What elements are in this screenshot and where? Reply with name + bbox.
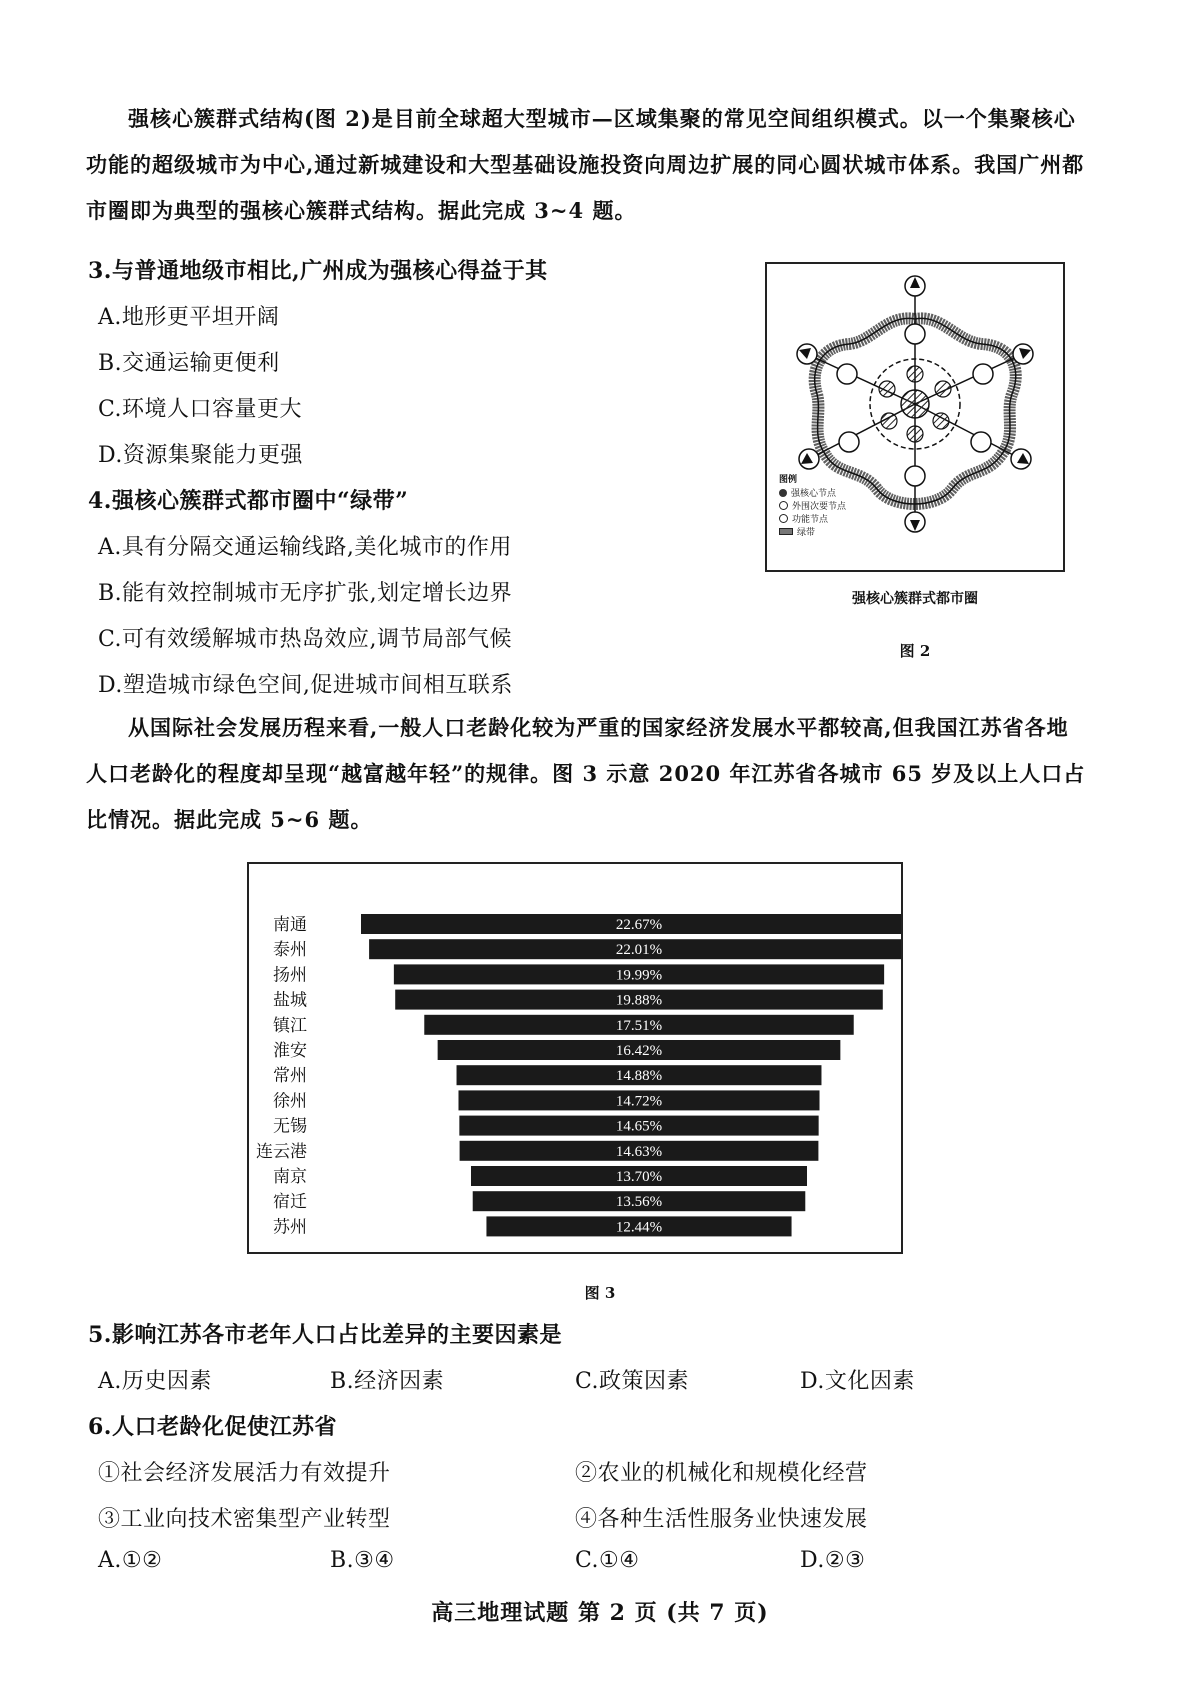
figure-2-subtitle: 强核心簇群式都市圈: [852, 591, 978, 607]
figure-2-diagram: [765, 262, 1065, 572]
value-label-3: 19.88%: [615, 992, 663, 1009]
intro-paragraph-1: 强核心簇群式结构(图 2)是目前全球超大型城市—区域集聚的常见空间组织模式。以一个集聚核心功能的超级城市为中心,通过新城建设和大型基础设施投资向周边扩展的同心圆状城市体系。我国广州都市圈即为典型的强核心簇群式结构。据此完成 3~4 题。: [86, 106, 1085, 223]
question-5-option-c: C.政策因素: [575, 1369, 690, 1394]
question-6-statement-2: ②农业的机械化和规模化经营: [575, 1461, 868, 1486]
category-label-11: 宿迁: [273, 1192, 307, 1213]
legend-item-function: [779, 512, 828, 525]
category-label-10: 南京: [273, 1167, 307, 1187]
category-label-9: 连云港: [256, 1141, 307, 1162]
function-node-legend-icon: [779, 514, 788, 523]
legend-label-function: 功能节点: [792, 515, 829, 525]
intro-paragraph-2: 从国际社会发展历程来看,一般人口老龄化较为严重的国家经济发展水平都较高,但我国江苏省各地人口老龄化的程度却呈现“越富越年轻”的规律。图 3 示意 2020 年江苏省各城市 65 岁及以上人口占比情况。据此完成 5~6 题。: [86, 715, 1086, 832]
question-3-option-b: B.交通运输更便利: [98, 351, 280, 376]
value-label-2: 19.99%: [615, 967, 663, 984]
figure-3-chart: [247, 862, 903, 1254]
legend-label-secondary: 外围次要节点: [792, 502, 847, 512]
value-label-0: 22.67%: [615, 917, 663, 933]
category-label-6: 常州: [273, 1066, 307, 1087]
strong-core-node: [901, 390, 929, 418]
question-6-option-b: B.③④: [330, 1548, 395, 1573]
value-label-4: 17.51%: [615, 1017, 663, 1034]
question-4-stem: 4.强核心簇群式都市圈中“绿带”: [88, 488, 409, 514]
page-footer: 高三地理试题 第 2 页 (共 7 页): [431, 1600, 769, 1626]
figure-3-caption: 图 3: [584, 1284, 616, 1302]
question-3-option-c: C.环境人口容量更大: [98, 397, 303, 422]
question-6-statement-4: ④各种生活性服务业快速发展: [575, 1507, 868, 1532]
value-label-6: 14.88%: [615, 1068, 663, 1085]
legend-item-core: [779, 486, 836, 499]
category-label-3: 盐城: [273, 990, 307, 1011]
question-4-option-a: A.具有分隔交通运输线路,美化城市的作用: [98, 535, 512, 560]
category-label-7: 徐州: [273, 1091, 307, 1112]
category-label-0: 南通: [273, 915, 307, 935]
category-label-4: 镇江: [273, 1015, 307, 1036]
legend-label-greenbelt: 绿带: [797, 528, 816, 538]
value-label-7: 14.72%: [615, 1093, 663, 1110]
question-6-statement-3: ③工业向技术密集型产业转型: [98, 1507, 391, 1532]
secondary-node-legend-icon: [779, 501, 788, 510]
question-3-option-d: D.资源集聚能力更强: [98, 443, 303, 468]
value-label-8: 14.65%: [615, 1118, 663, 1135]
question-5-option-d: D.文化因素: [800, 1369, 915, 1394]
category-label-5: 淮安: [273, 1041, 307, 1061]
question-6-option-c: C.①④: [575, 1548, 640, 1573]
category-label-12: 苏州: [273, 1217, 307, 1238]
question-6-option-a: A.①②: [98, 1548, 163, 1573]
legend-item-secondary: [779, 499, 846, 512]
question-4-option-c: C.可有效缓解城市热岛效应,调节局部气候: [98, 627, 513, 652]
value-label-1: 22.01%: [615, 942, 663, 959]
legend-label-core: 强核心节点: [791, 489, 837, 499]
core-node-legend-icon: [779, 489, 787, 497]
question-4-option-d: D.塑造城市绿色空间,促进城市间相互联系: [98, 673, 513, 698]
question-5-option-b: B.经济因素: [330, 1369, 445, 1394]
legend-item-greenbelt: [779, 525, 815, 538]
value-label-10: 13.70%: [615, 1169, 663, 1185]
legend-title: 图例: [779, 475, 798, 485]
greenbelt-legend-icon: [779, 528, 793, 535]
category-label-1: 泰州: [273, 940, 307, 961]
question-3-option-a: A.地形更平坦开阔: [98, 305, 280, 330]
value-label-5: 16.42%: [615, 1043, 663, 1059]
question-5-option-a: A.历史因素: [98, 1369, 212, 1394]
category-label-2: 扬州: [273, 965, 307, 986]
question-4-option-b: B.能有效控制城市无序扩张,划定增长边界: [98, 581, 513, 606]
question-6-statement-1: ①社会经济发展活力有效提升: [98, 1461, 391, 1486]
value-label-11: 13.56%: [615, 1194, 663, 1211]
figure-2-caption: 图 2: [899, 642, 931, 660]
value-label-9: 14.63%: [615, 1143, 663, 1160]
value-label-12: 12.44%: [615, 1219, 663, 1236]
question-3-stem: 3.与普通地级市相比,广州成为强核心得益于其: [88, 258, 548, 284]
question-6-option-d: D.②③: [800, 1548, 866, 1573]
question-5-stem: 5.影响江苏各市老年人口占比差异的主要因素是: [88, 1322, 562, 1348]
category-label-8: 无锡: [273, 1116, 307, 1137]
question-6-stem: 6.人口老龄化促使江苏省: [88, 1414, 337, 1440]
aging-bar-chart: [249, 864, 901, 1252]
